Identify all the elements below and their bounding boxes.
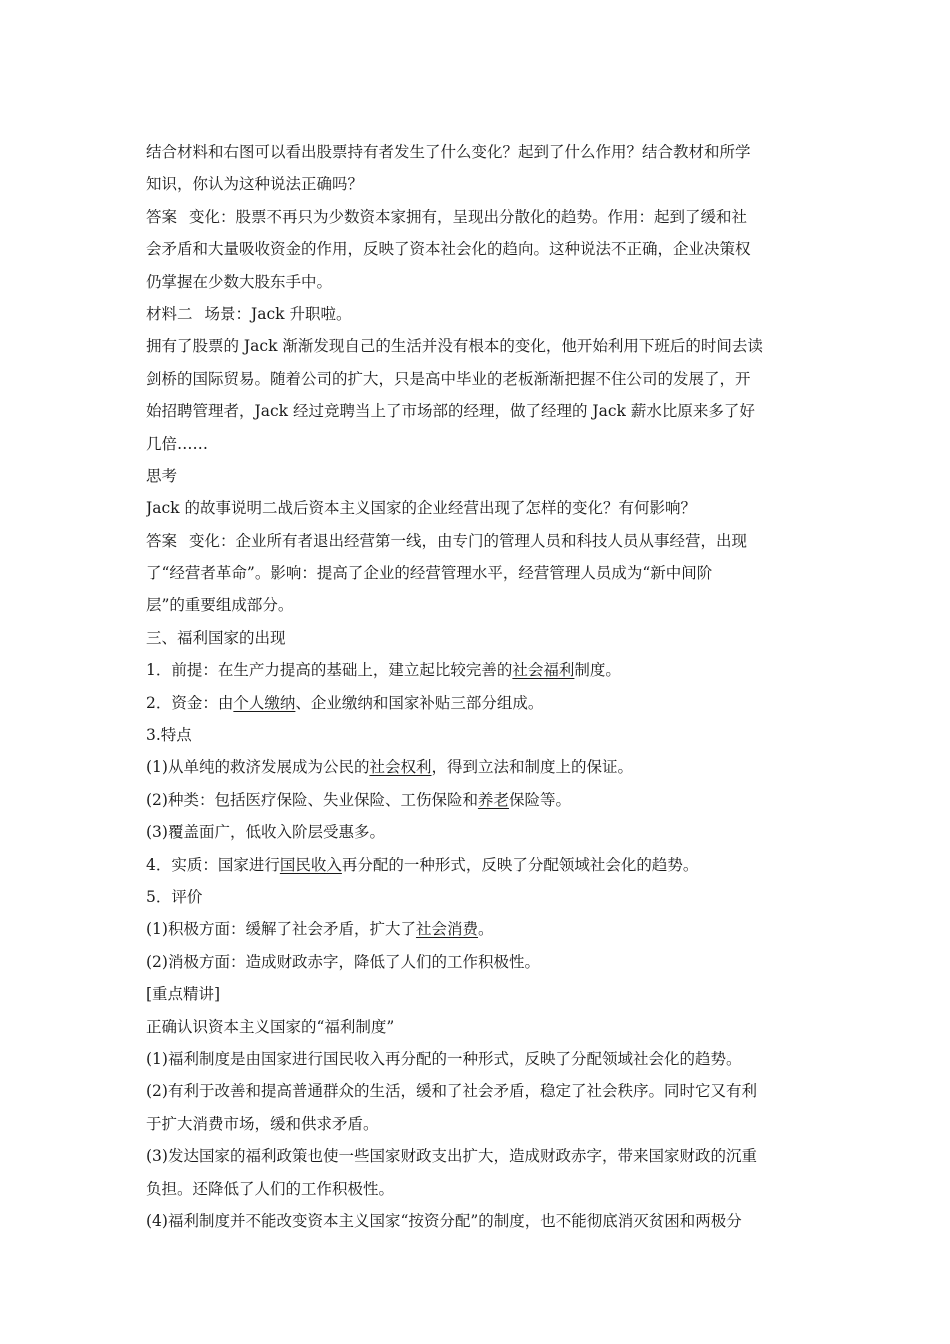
- text-segment: 始招聘管理者，Jack 经过竞聘当上了市场部的经理，做了经理的 Jack 薪水比原来多了好: [146, 402, 755, 421]
- text-segment: 正确认识资本主义国家的“福利制度”: [146, 1017, 395, 1036]
- text-segment: 3.特点: [146, 726, 192, 745]
- text-line: [146, 298, 812, 330]
- text-line: [146, 233, 812, 265]
- text-segment: 结合材料和右图可以看出股票持有者发生了什么变化？起到了什么作用？结合教材和所学: [146, 143, 751, 161]
- text-segment: 制度。: [574, 661, 621, 680]
- text-segment: 5．评价: [146, 887, 203, 906]
- text-segment: 材料二: [146, 304, 193, 323]
- text-line: [146, 913, 812, 945]
- text-segment: 负担。还降低了人们的工作积极性。: [146, 1179, 395, 1198]
- text-line: [146, 363, 812, 395]
- underlined-term: 社会权利: [369, 758, 432, 777]
- text-segment: 场景：Jack 升职啦。: [204, 304, 352, 323]
- text-line: [146, 136, 812, 168]
- text-line: [146, 525, 812, 557]
- text-line: [146, 1108, 812, 1140]
- text-line: [146, 168, 812, 200]
- text-segment: (2)有利于改善和提高普通群众的生活，缓和了社会矛盾，稳定了社会秩序。同时它又有利: [146, 1082, 757, 1101]
- text-segment: 会矛盾和大量吸收资金的作用，反映了资本社会化的趋向。这种说法不正确，企业决策权: [146, 240, 751, 259]
- underlined-term: 养老: [477, 790, 509, 809]
- text-line: [146, 428, 812, 460]
- underlined-term: 国民收入: [279, 855, 342, 874]
- text-segment: ，得到立法和制度上的保证。: [431, 758, 633, 777]
- text-segment: 答案: [146, 207, 178, 226]
- text-line: [146, 589, 812, 621]
- text-segment: 变化：股票不再只为少数资本家拥有，呈现出分散化的趋势。作用：起到了缓和社: [189, 207, 748, 226]
- text-segment: (1)从单纯的救济发展成为公民的: [146, 758, 370, 777]
- text-segment: 答案: [146, 531, 178, 550]
- text-segment: 。: [477, 920, 494, 939]
- text-segment: 知识，你认为这种说法正确吗？: [146, 175, 364, 194]
- text-segment: 三、福利国家的出现: [146, 628, 286, 647]
- text-line: [146, 978, 812, 1010]
- text-segment: 变化：企业所有者退出经营第一线，由专门的管理人员和科技人员从事经营，出现: [189, 531, 748, 550]
- text-segment: (4)福利制度并不能改变资本主义国家“按资分配”的制度，也不能彻底消灭贫困和两极分: [146, 1211, 742, 1230]
- text-line: [146, 816, 812, 848]
- text-segment: 、企业缴纳和国家补贴三部分组成。: [295, 693, 544, 712]
- text-segment: 于扩大消费市场，缓和供求矛盾。: [146, 1114, 379, 1133]
- text-segment: 再分配的一种形式，反映了分配领域社会化的趋势。: [341, 855, 699, 874]
- text-segment: 思考: [146, 466, 178, 485]
- text-segment: 几倍……: [146, 434, 209, 453]
- text-line: [146, 654, 812, 686]
- text-segment: Jack 的故事说明二战后资本主义国家的企业经营出现了怎样的变化？有何影响？: [146, 499, 696, 518]
- text-segment: 拥有了股票的 Jack 渐渐发现自己的生活并没有根本的变化，他开始利用下班后的时间去读: [146, 337, 763, 356]
- text-line: [146, 1173, 812, 1205]
- text-segment: (2)种类：包括医疗保险、失业保险、工伤保险和: [146, 790, 478, 809]
- text-line: [146, 1043, 812, 1075]
- text-line: [146, 849, 812, 881]
- text-segment: (3)发达国家的福利政策也使一些国家财政支出扩大，造成财政赤字，带来国家财政的沉重: [146, 1147, 757, 1166]
- text-line: [146, 719, 812, 751]
- underlined-term: 社会福利: [512, 661, 575, 680]
- text-segment: 保险等。: [508, 790, 571, 809]
- document-body: [146, 136, 812, 1237]
- text-segment: [重点精讲]: [146, 985, 221, 1004]
- text-line: [146, 1011, 812, 1043]
- underlined-term: 社会消费: [415, 920, 478, 939]
- text-line: [146, 622, 812, 654]
- underlined-term: 个人缴纳: [233, 693, 296, 712]
- text-segment: 仍掌握在少数大股东手中。: [146, 272, 333, 291]
- text-line: [146, 784, 812, 816]
- text-segment: 4．实质：国家进行: [146, 855, 280, 874]
- text-line: [146, 330, 812, 362]
- text-line: [146, 557, 812, 589]
- text-line: [146, 687, 812, 719]
- text-line: [146, 266, 812, 298]
- text-line: [146, 946, 812, 978]
- text-segment: (2)消极方面：造成财政赤字，降低了人们的工作积极性。: [146, 952, 540, 971]
- text-line: [146, 881, 812, 913]
- text-line: [146, 395, 812, 427]
- text-segment: 了“经营者革命”。影响：提高了企业的经营管理水平，经营管理人员成为“新中间阶: [146, 564, 713, 583]
- text-line: [146, 201, 812, 233]
- text-line: [146, 1205, 812, 1237]
- text-line: [146, 1140, 812, 1172]
- text-segment: (3)覆盖面广，低收入阶层受惠多。: [146, 823, 385, 842]
- text-line: [146, 492, 812, 524]
- text-segment: 2．资金：由: [146, 693, 234, 712]
- text-line: [146, 1075, 812, 1107]
- text-segment: (1)积极方面：缓解了社会矛盾，扩大了: [146, 920, 416, 939]
- text-segment: 1．前提：在生产力提高的基础上，建立起比较完善的: [146, 661, 513, 680]
- text-segment: 层”的重要组成部分。: [146, 596, 294, 615]
- text-segment: 剑桥的国际贸易。随着公司的扩大，只是高中毕业的老板渐渐把握不住公司的发展了，开: [146, 369, 751, 388]
- text-line: [146, 751, 812, 783]
- text-segment: (1)福利制度是由国家进行国民收入再分配的一种形式，反映了分配领域社会化的趋势。: [146, 1049, 742, 1068]
- text-line: [146, 460, 812, 492]
